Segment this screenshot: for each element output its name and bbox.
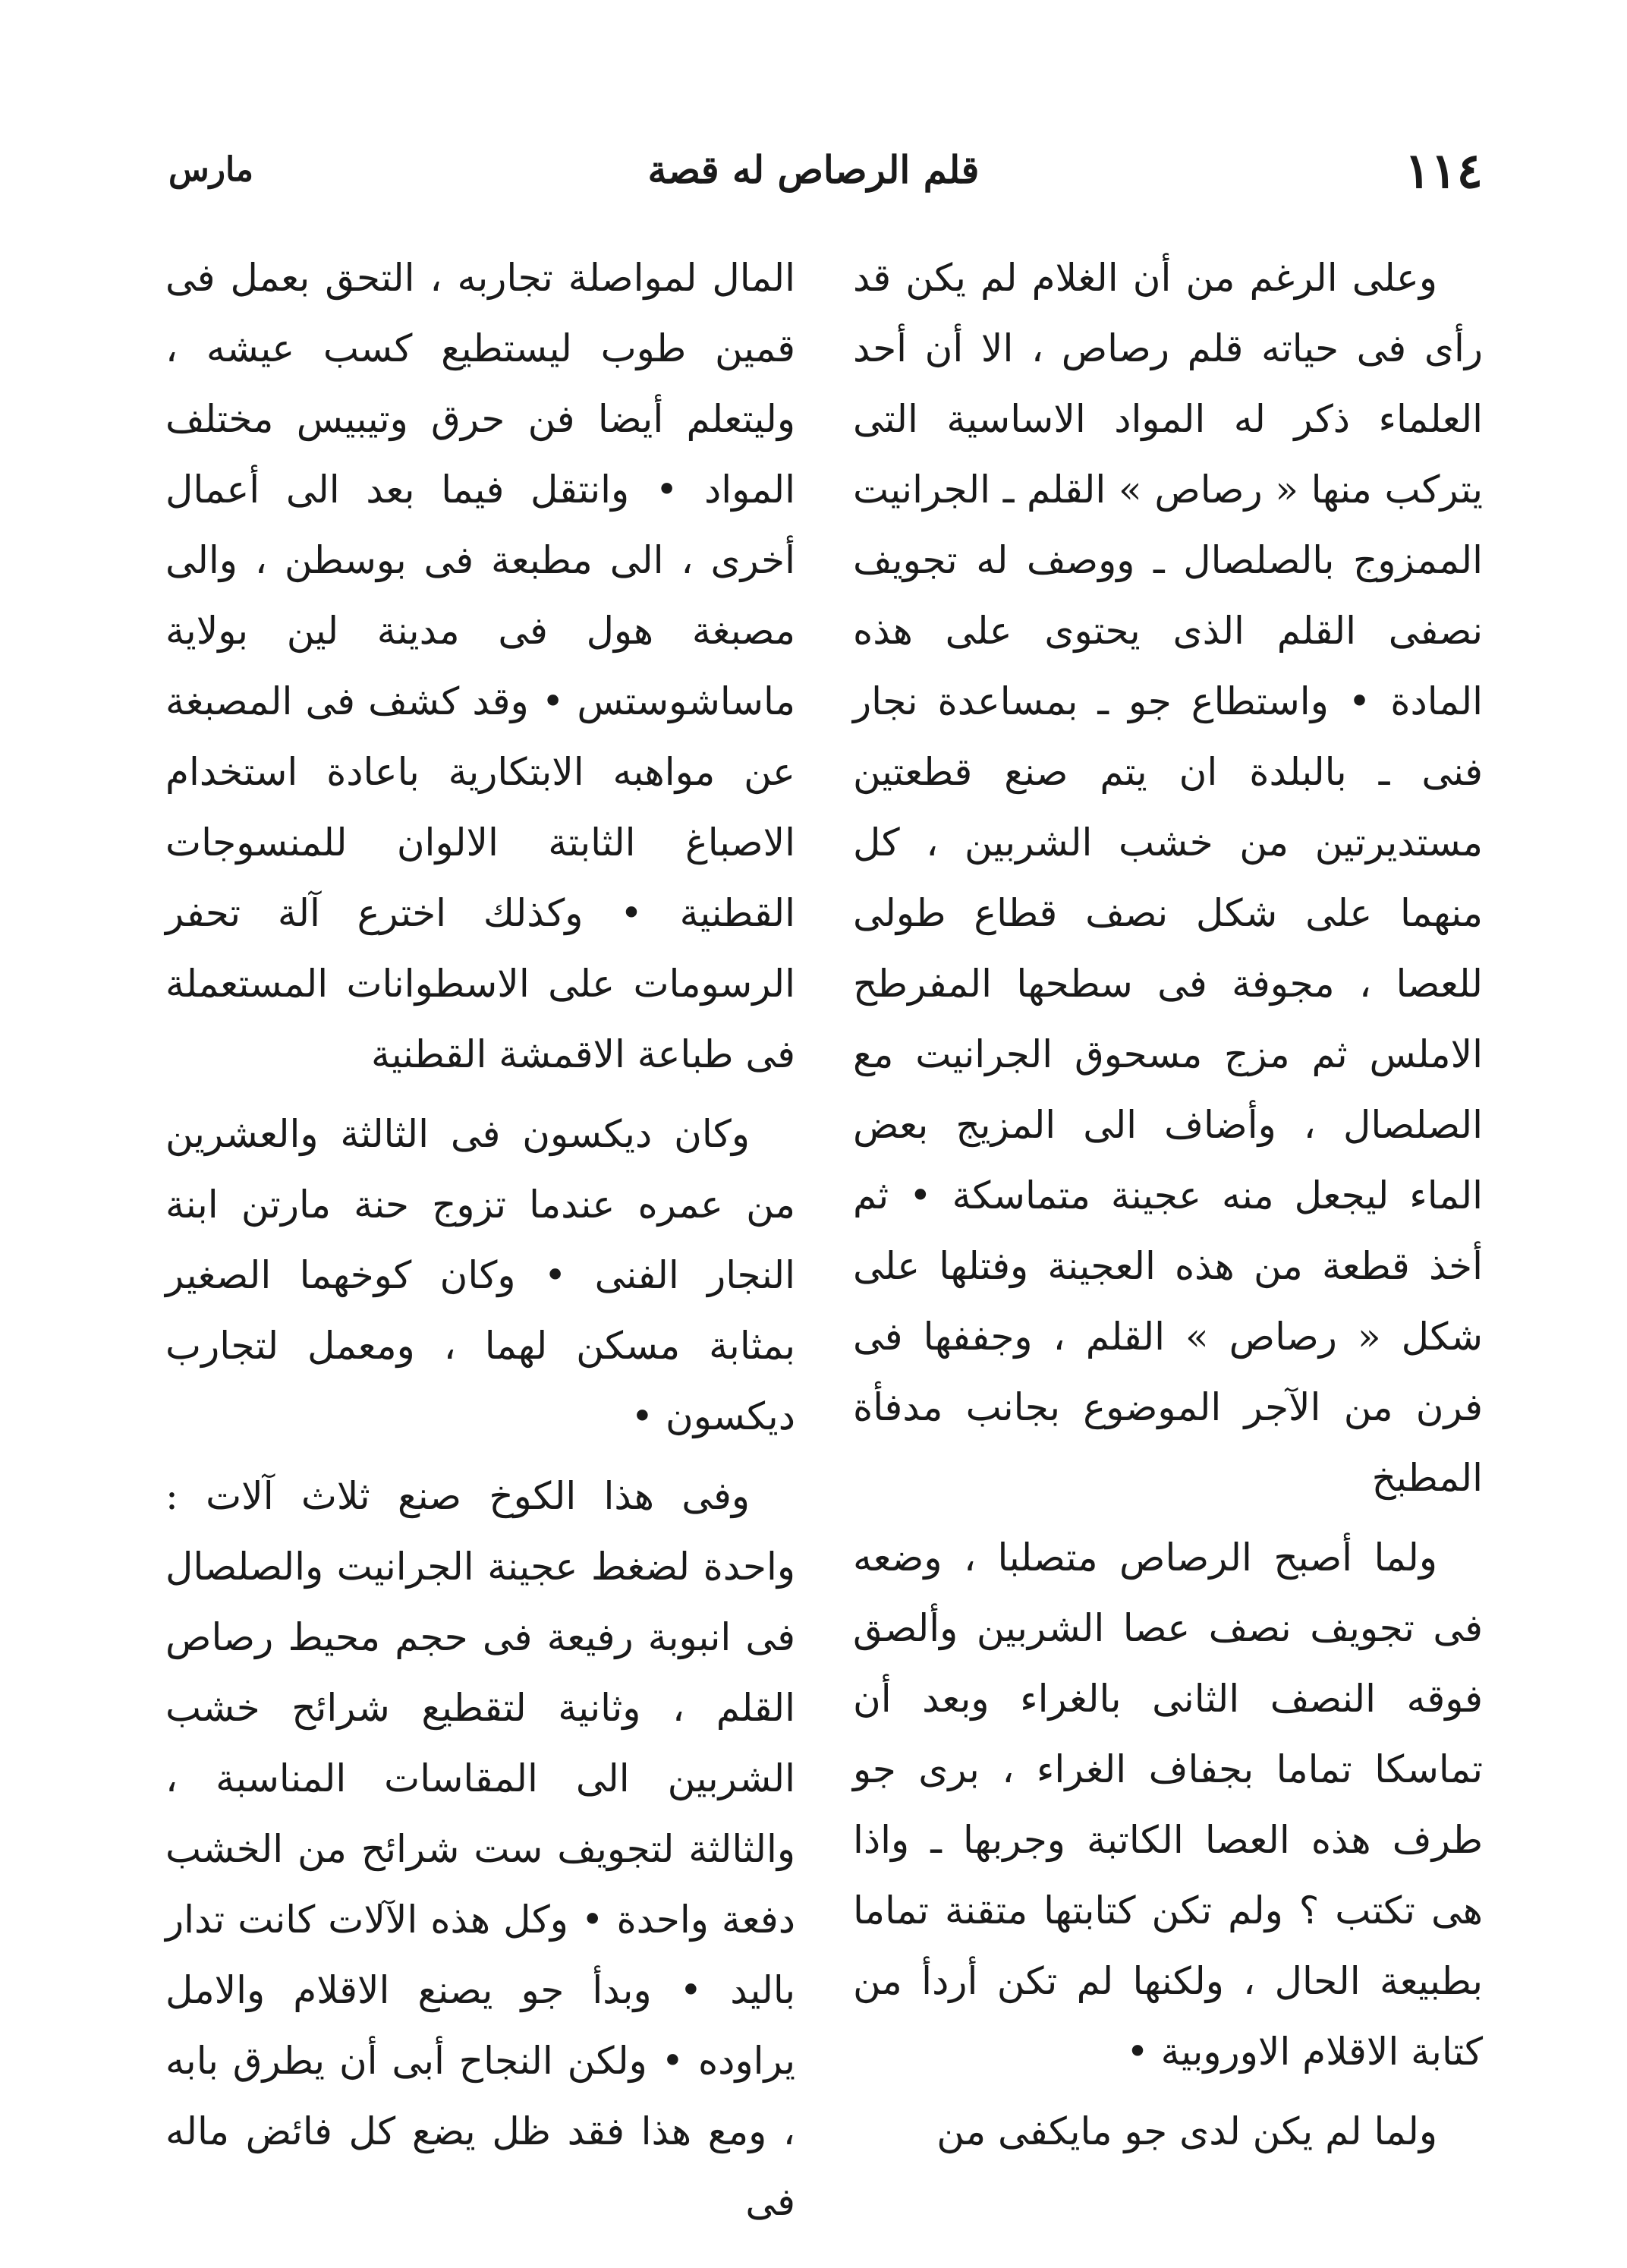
- page-header: [0, 143, 1627, 211]
- paragraph: وكان ديكسون فى الثالثة والعشرين من عمره عندما تزوج حنة مارتن ابنة النجار الفنى • وكان كوخهما الصغير بمثابة مسكن لهما ، ومعمل لتجارب ديكسون •: [165, 1112, 795, 1438]
- paragraph: المال لمواصلة تجاربه ، التحق بعمل فى قمين طوب ليستطيع كسب عيشه ، وليتعلم أيضا فن حرق وتيبيس مختلف المواد • وانتقل فيما بعد الى أعمال أخرى ، الى مطبعة فى بوسطن ، والى مصبغة هول فى مدينة لين بولاية ماساشوستس • وقد كشف فى المصبغة عن مواهبه الابتكارية باعادة استخدام الاصباغ الثابتة الالوان للمنسوجات القطنية • وكذلك اخترع آلة تحفر الرسومات على الاسطوانات المستعملة فى طباعة الاقمشة القطنية: [165, 256, 795, 1076]
- paragraph: وعلى الرغم من أن الغلام لم يكن قد رأى فى حياته قلم رصاص ، الا أن أحد العلماء ذكر له المواد الاساسية التى يتركب منها « رصاص » القلم ـ الجرانيت الممزوج بالصلصال ـ ووصف له تجويف نصفى القلم الذى يحتوى على هذه المادة • واستطاع جو ـ بمساعدة نجار فنى ـ بالبلدة ان يتم صنع قطعتين مستديرتين من خشب الشربين ، كل منهما على شكل نصف قطاع طولى للعصا ، مجوفة فى سطحها المفرطح الاملس ثم مزج مسحوق الجرانيت مع الصلصال ، وأضاف الى المزيج بعض الماء ليجعل منه عجينة متماسكة • ثم أخذ قطعة من هذه العجينة وفتلها على شكل « رصاص » القلم ، وجففها فى فرن من الآجر الموضوع بجانب مدفأة المطبخ: [853, 256, 1483, 1500]
- running-title: قلم الرصاص له قصة: [647, 147, 980, 192]
- paragraph: ولما أصبح الرصاص متصلبا ، وضعه فى تجويف نصف عصا الشربين وألصق فوقه النصف الثانى بالغراء وبعد أن تماسكا تماما بجفاف الغراء ، برى جو طرف هذه العصا الكاتبة وجربها ـ واذا هى تكتب ؟ ولم تكن كتابتها متقنة تماما بطبيعة الحال ، ولكنها لم تكن أردأ من كتابة الاقلام الاوروبية •: [853, 1536, 1483, 2074]
- right-column: [853, 243, 1483, 2167]
- page-number: ١١٤: [1404, 143, 1483, 200]
- paragraph: وفى هذا الكوخ صنع ثلاث آلات : واحدة لضغط عجينة الجرانيت والصلصال فى انبوبة رفيعة فى حجم محيط رصاص القلم ، وثانية لتقطيع شرائح خشب الشربين الى المقاسات المناسبة ، والثالثة لتجويف ست شرائح من الخشب دفعة واحدة • وكل هذه الآلات كانت تدار باليد • وبدأ جو يصنع الاقلام والامل يراوده • ولكن النجاح أبى أن يطرق بابه ، ومع هذا فقد ظل يضع كل فائض ماله فى: [165, 1474, 795, 2224]
- left-column: [165, 243, 795, 2238]
- paragraph: ولما لم يكن لدى جو مايكفى من: [936, 2109, 1437, 2153]
- issue-month: مارس: [168, 150, 253, 189]
